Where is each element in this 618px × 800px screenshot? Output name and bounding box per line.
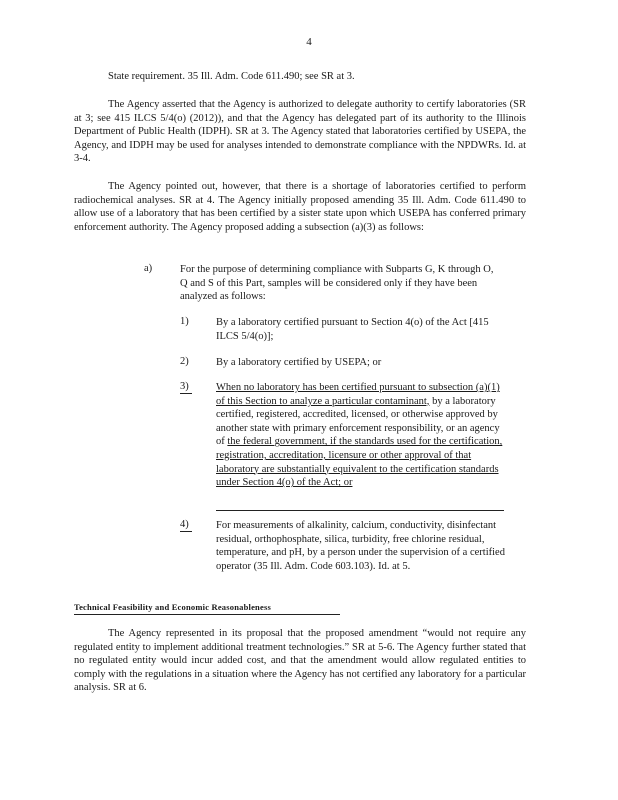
list-text-2: By a laboratory certified by USEPA; or: [216, 357, 382, 368]
underline-mark: [180, 393, 192, 394]
divider-rule: [216, 510, 504, 511]
inserted-text-3a: When no laboratory has been certified pursuant to subsection (a)(1) of this Section to analyze a particular contaminant,: [216, 382, 500, 407]
paragraph-feasibility: The Agency represented in its proposal that the proposed amendment “would not require any regulated entity to implement additional treatment technologies.” SR at 5-6. The Agency further stated that no regulated entity would incur added cost, and that the amendment would allow regulated entities to comply with the regulations in a situation where the Agency has not certified any laboratory for a particular analysis. SR at 6.: [74, 628, 526, 694]
list-label-2: 2): [180, 356, 189, 367]
heading-underline: [74, 614, 340, 615]
page-number: 4: [306, 36, 312, 48]
paragraph-lab-shortage: The Agency pointed out, however, that there is a shortage of laboratories certified to perform radiochemical analyses. SR at 4. The Agency initially proposed amending 35 Ill. Adm. Code 611.490 to allow use of a laboratory that has been certified by a sister state upon which USEPA has conferred primary enforcement authority. The Agency proposed adding a subsection (a)(3) as follows:: [74, 181, 526, 233]
text-3b: by a laboratory certified, registered, accredited, licensed, or otherwise approved by another state with primary enforcement responsibility, or an agency of: [216, 395, 500, 448]
underline-mark: [180, 531, 192, 532]
list-label-3: 3): [180, 381, 189, 392]
paragraph-intro-line: State requirement. 35 Ill. Adm. Code 611.490; see SR at 3.: [108, 71, 355, 82]
list-label-1: 1): [180, 316, 189, 327]
list-label-a: a): [144, 263, 153, 274]
paragraph-agency-authority: The Agency asserted that the Agency is authorized to delegate authority to certify laboratories (SR at 3; see 415 ILCS 5/4(o) (2012)), and that the Agency has delegated part of its authority to the Illinois Department of Public Health (IDPH). SR at 3. The Agency stated that laboratories certified by USEPA, the Agency, and IDPH may be used for analyses intended to demonstrate compliance with the NPDWRs. Id. at 3-4.: [74, 99, 526, 165]
inserted-text-3c: the federal government, if the standards used for the certification, registration, accreditation, licensure or other approval of that laboratory are substantially equivalent to the certification standards under Section 4(o) of the Act; or: [216, 436, 503, 489]
list-text-1: By a laboratory certified pursuant to Section 4(o) of the Act [415 ILCS 5/4(o)];: [216, 317, 489, 342]
list-text-3: [216, 381, 506, 490]
section-heading: Technical Feasibility and Economic Reasonableness: [74, 602, 271, 612]
list-text-4: For measurements of alkalinity, calcium, conductivity, disinfectant residual, orthophosphate, silica, turbidity, free chlorine residual, temperature, and pH, by a person under the supervision of a certified operator (35 Ill. Adm. Code 603.103). Id. at 5.: [216, 520, 505, 572]
list-label-4: 4): [180, 519, 189, 530]
list-text-a: For the purpose of determining compliance with Subparts G, K through O, Q and S of this Part, samples will be considered only if they have been analyzed as follows:: [180, 264, 494, 303]
